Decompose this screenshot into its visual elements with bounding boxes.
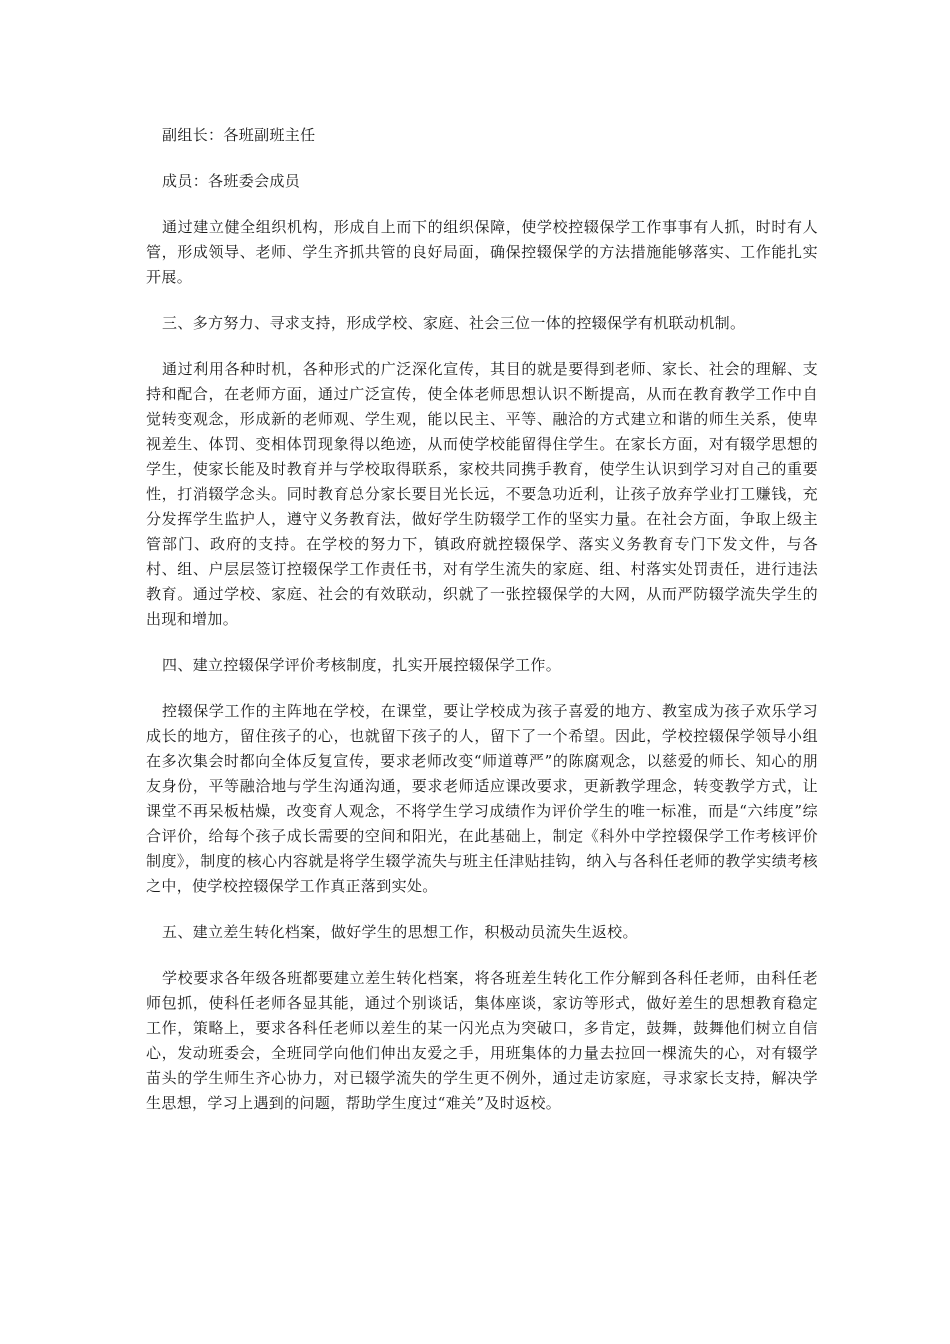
section-heading-5: 五、建立差生转化档案，做好学生的思想工作，积极动员流失生返校。 <box>162 923 638 941</box>
paragraph-organization: 通过建立健全组织机构，形成自上而下的组织保障，使学校控辍保学工作事事有人抓，时时有人管，形成领导、老师、学生齐抓共管的良好局面，确保控辍保学的方法措施能够落实、工作能扎实开展。 <box>146 218 818 286</box>
paragraph-transformation: 学校要求各年级各班都要建立差生转化档案，将各班差生转化工作分解到各科任老师，由科任老师包抓，使科任老师各显其能，通过个别谈话，集体座谈，家访等形式，做好差生的思想教育稳定工作，策略上，要求各科任老师以差生的某一闪光点为突破口，多肯定，鼓舞，鼓舞他们树立自信心，发动班委会，全班同学向他们伸出友爱之手，用班集体的力量去拉回一棵流失的心，对有辍学苗头的学生师生齐心协力，对已辍学流失的学生更不例外，通过走访家庭，寻求家长支持，解决学生思想，学习上遇到的问题，帮助学生度过“难关”及时返校。 <box>146 969 818 1112</box>
document-page <box>146 123 818 1137</box>
paragraph-publicity: 通过利用各种时机，各种形式的广泛深化宣传，其目的就是要得到老师、家长、社会的理解、支持和配合，在老师方面，通过广泛宣传，使全体老师思想认识不断提高，从而在教育教学工作中自觉转变观念，形成新的老师观、学生观，能以民主、平等、融洽的方式建立和谐的师生关系，使卑视差生、体罚、变相体罚现象得以绝迹，从而使学校能留得住学生。在家长方面，对有辍学思想的学生，使家长能及时教育并与学校取得联系，家校共同携手教育，使学生认识到学习对自己的重要性，打消辍学念头。同时教育总分家长要目光长远，不要急功近利，让孩子放弃学业打工赚钱，充分发挥学生监护人，遵守义务教育法，做好学生防辍学工作的坚实力量。在社会方面，争取上级主管部门、政府的支持。在学校的努力下，镇政府就控辍保学、落实义务教育专门下发文件，与各村、组、户层层签订控辍保学工作责任书，对有学生流失的家庭、组、村落实处罚责任，进行违法教育。通过学校、家庭、社会的有效联动，织就了一张控辍保学的大网，从而严防辍学流失学生的出现和增加。 <box>146 360 818 628</box>
paragraph-evaluation: 控辍保学工作的主阵地在学校，在课堂，要让学校成为孩子喜爱的地方、教室成为孩子欢乐学习成长的地方，留住孩子的心，也就留下孩子的人，留下了一个希望。因此，学校控辍保学领导小组在多次集会时都向全体反复宣传，要求老师改变“师道尊严”的陈腐观念，以慈爱的师长、知心的朋友身份，平等融洽地与学生沟通沟通，要求老师适应课改要求，更新教学理念，转变教学方式，让课堂不再呆板枯燥，改变育人观念，不将学生学习成绩作为评价学生的唯一标准，而是“六纬度”综合评价，给每个孩子成长需要的空间和阳光，在此基础上，制定《科外中学控辍保学工作考核评价制度》，制度的核心内容就是将学生辍学流失与班主任津贴挂钩，纳入与各科任老师的教学实绩考核之中，使学校控辍保学工作真正落到实处。 <box>146 702 818 895</box>
section-heading-4: 四、建立控辍保学评价考核制度，扎实开展控辍保学工作。 <box>162 656 562 674</box>
paragraph-members: 成员：各班委会成员 <box>162 172 301 190</box>
paragraph-deputy-leader: 副组长：各班副班主任 <box>162 126 316 144</box>
section-heading-3: 三、多方努力、寻求支持，形成学校、家庭、社会三位一体的控辍保学有机联动机制。 <box>162 314 746 332</box>
